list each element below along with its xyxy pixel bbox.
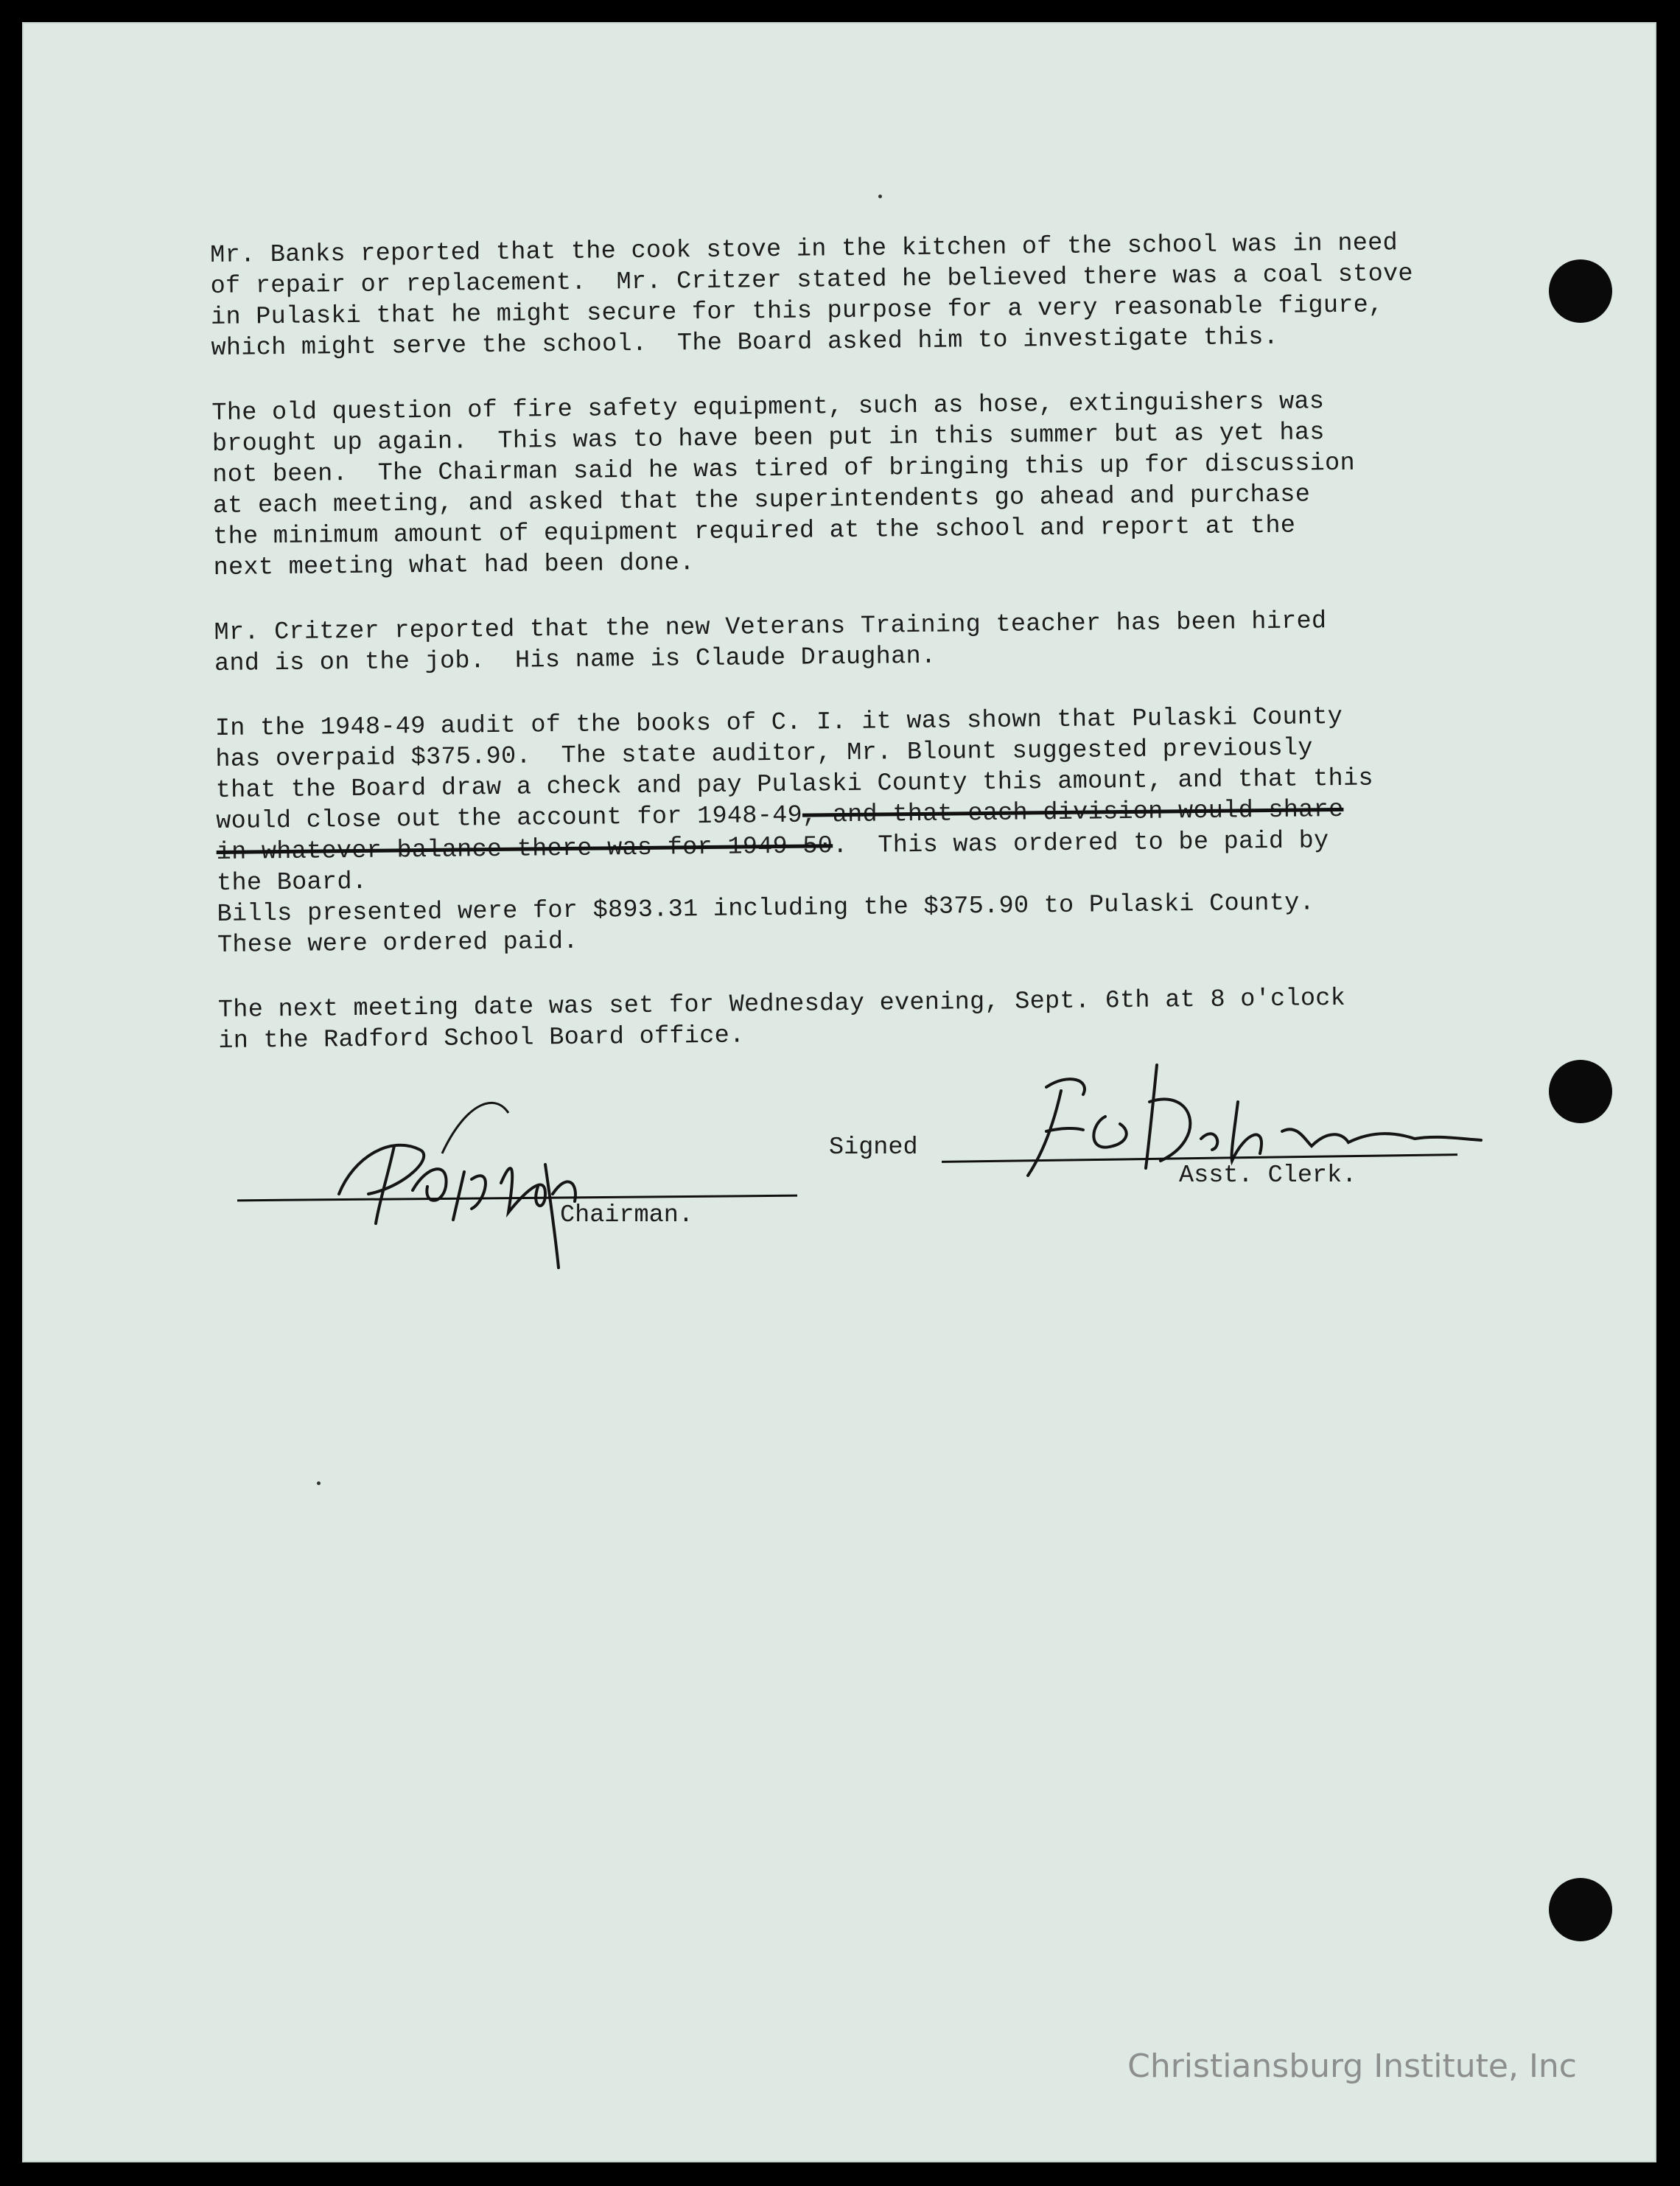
document-page [22,22,1656,2162]
text-line: at each meeting, and asked that the superintendents go ahead and purchase [212,481,1311,520]
text-line: next meeting what had been done. [213,549,695,582]
text-line: Mr. Critzer reported that the new Veterans Training teacher has been hired [214,607,1327,647]
punch-hole-middle [1549,1060,1612,1123]
text-line: in Pulaski that he might secure for this purpose for a very reasonable figure, [210,291,1384,332]
chairman-label: Chairman. [560,1201,693,1229]
clerk-label: Asst. Clerk. [1179,1162,1357,1190]
text-line: brought up again. This was to have been put in this summer but as yet has [211,419,1325,458]
paragraph-cook-stove [210,227,1508,364]
punch-hole-top [1549,259,1612,323]
paragraph-fire-safety [211,385,1511,584]
ink-speck [317,1481,321,1485]
text-line: which might serve the school. The Board asked him to investigate this. [211,323,1279,363]
text-fragment: . This was ordered to be paid by [833,827,1329,861]
text-line: The old question of fire safety equipment, such as hose, extinguishers was [211,388,1325,427]
paragraph-veterans-teacher [214,604,1511,680]
text-line: the Board. [216,867,368,898]
text-line: in the Radford School Board office. [218,1022,745,1055]
paragraph-next-meeting [218,982,1516,1057]
ink-speck [878,195,882,198]
paragraph-audit [215,700,1514,961]
text-line: that the Board draw a check and pay Pulaski County this amount, and that this [215,764,1373,805]
chairman-signature [324,1083,634,1275]
typed-minutes [210,227,1516,1091]
signed-label: Signed [829,1134,918,1162]
archive-watermark: Christiansburg Institute, Inc [1127,2047,1577,2085]
punch-hole-bottom [1549,1878,1612,1941]
text-line: Bills presented were for $893.31 including the $375.90 to Pulaski County. [217,889,1315,929]
text-line: In the 1948-49 audit of the books of C. I. it was shown that Pulaski County [214,702,1343,743]
text-line: Mr. Banks reported that the cook stove in the kitchen of the school was in need [210,229,1399,270]
text-line: of repair or replacement. Mr. Critzer stated he believed there was a coal stove [210,259,1414,301]
text-line: not been. The Chairman said he was tired of bringing this up for discussion [212,449,1356,489]
text-line: The next meeting date was set for Wednesday evening, Sept. 6th at 8 o'clock [217,984,1346,1024]
text-line: the minimum amount of equipment required at the school and report at the [213,511,1296,551]
struck-text: in whatever balance there was for 1949-50 [216,832,833,867]
text-line: and is on the job. His name is Claude Draughan. [214,642,937,678]
text-fragment: would close out the account for 1948-49 [216,801,803,836]
struck-text: , and that each division would share [802,795,1344,830]
text-line: These were ordered paid. [217,927,578,960]
text-line: has overpaid $375.90. The state auditor, Mr. Blount suggested previously [215,734,1313,774]
